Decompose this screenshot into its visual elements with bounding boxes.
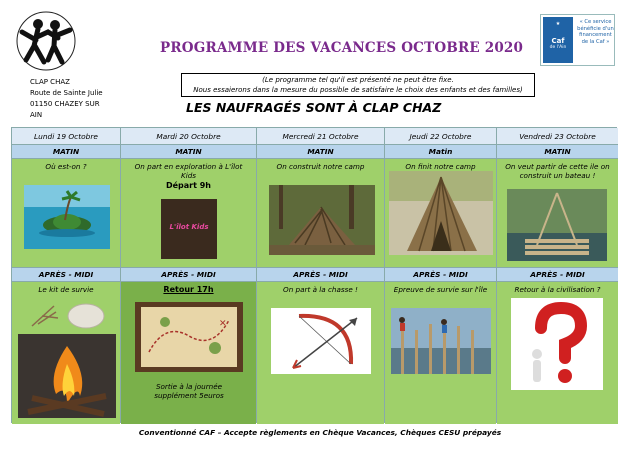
column-tuesday <box>121 128 257 422</box>
day-header: Lundi 19 Octobre <box>12 128 120 145</box>
morning-activity: On construit notre camp <box>257 159 384 268</box>
afternoon-label: APRÈS - MIDI <box>121 268 256 282</box>
question-mark-image <box>511 298 603 390</box>
morning-activity: Où est-on ? <box>12 159 120 268</box>
survival-kit-image <box>28 298 110 332</box>
afternoon-label: APRÈS - MIDI <box>257 268 384 282</box>
pole-challenge-image <box>391 308 491 374</box>
day-header: Mardi 20 Octobre <box>121 128 256 145</box>
column-thursday <box>385 128 497 422</box>
treasure-map-image <box>135 302 243 372</box>
day-header: Jeudi 22 Octobre <box>385 128 496 145</box>
morning-label: Matin <box>385 145 496 159</box>
caf-funding-text: « Ce service bénéficie d'un financement de la Caf » <box>577 19 614 45</box>
column-wednesday <box>257 128 385 422</box>
forest-shelter-image <box>269 185 375 255</box>
afternoon-activity: On part à la chasse ! <box>257 282 384 424</box>
morning-label: MATIN <box>121 145 256 159</box>
caf-badge <box>540 14 615 66</box>
dancing-kids-logo <box>14 10 78 72</box>
afternoon-activity: Le kit de survie <box>12 282 120 424</box>
island-image <box>24 185 110 249</box>
day-header: Mercredi 21 Octobre <box>257 128 384 145</box>
program-subtitle: LES NAUFRAGÉS SONT À CLAP CHAZ <box>186 100 442 115</box>
raft-image <box>507 189 607 261</box>
address-block: CLAP CHAZ Route de Sainte Julie 01150 CHAZEY SUR AIN <box>30 78 103 119</box>
afternoon-activity: Retour à la civilisation ? <box>497 282 618 424</box>
day-header: Vendredi 23 Octobre <box>497 128 618 145</box>
svg-text:✕: ✕ <box>219 319 227 329</box>
afternoon-label: APRÈS - MIDI <box>12 268 120 282</box>
column-monday <box>12 128 121 422</box>
morning-label: MATIN <box>497 145 618 159</box>
morning-activity: On veut partir de cette ile on construit un bateau ! <box>497 159 618 268</box>
footer-payment-info: Conventionné CAF – Accepte règlements en Chèque Vacances, Chèques CESU prépayés <box>138 428 502 437</box>
teepee-camp-image <box>389 171 493 255</box>
afternoon-activity: Retour 17h ✕ Sortie à la journée supplément 5euros <box>121 282 256 424</box>
ilot-kids-logo: L'îlot Kids <box>161 199 217 259</box>
notice-box: (Le programme tel qu'il est présenté ne peut être fixe. Nous essaierons dans la mesure du possible de satisfaire le choix des enfants et des familles) <box>181 73 535 97</box>
afternoon-activity: Epreuve de survie sur l'île <box>385 282 496 424</box>
morning-label: MATIN <box>257 145 384 159</box>
caf-logo: ★ Caf de l'Ain <box>543 17 573 63</box>
morning-activity: On part en exploration à L'îlot Kids Départ 9h L'îlot Kids <box>121 159 256 268</box>
bow-and-arrow-image <box>271 308 371 374</box>
schedule-table <box>11 127 617 423</box>
afternoon-label: APRÈS - MIDI <box>385 268 496 282</box>
afternoon-label: APRÈS - MIDI <box>497 268 618 282</box>
campfire-image <box>18 334 116 418</box>
morning-activity: On finit notre camp <box>385 159 496 268</box>
column-friday <box>497 128 618 422</box>
morning-label: MATIN <box>12 145 120 159</box>
page-title: PROGRAMME DES VACANCES OCTOBRE 2020 <box>160 40 524 56</box>
